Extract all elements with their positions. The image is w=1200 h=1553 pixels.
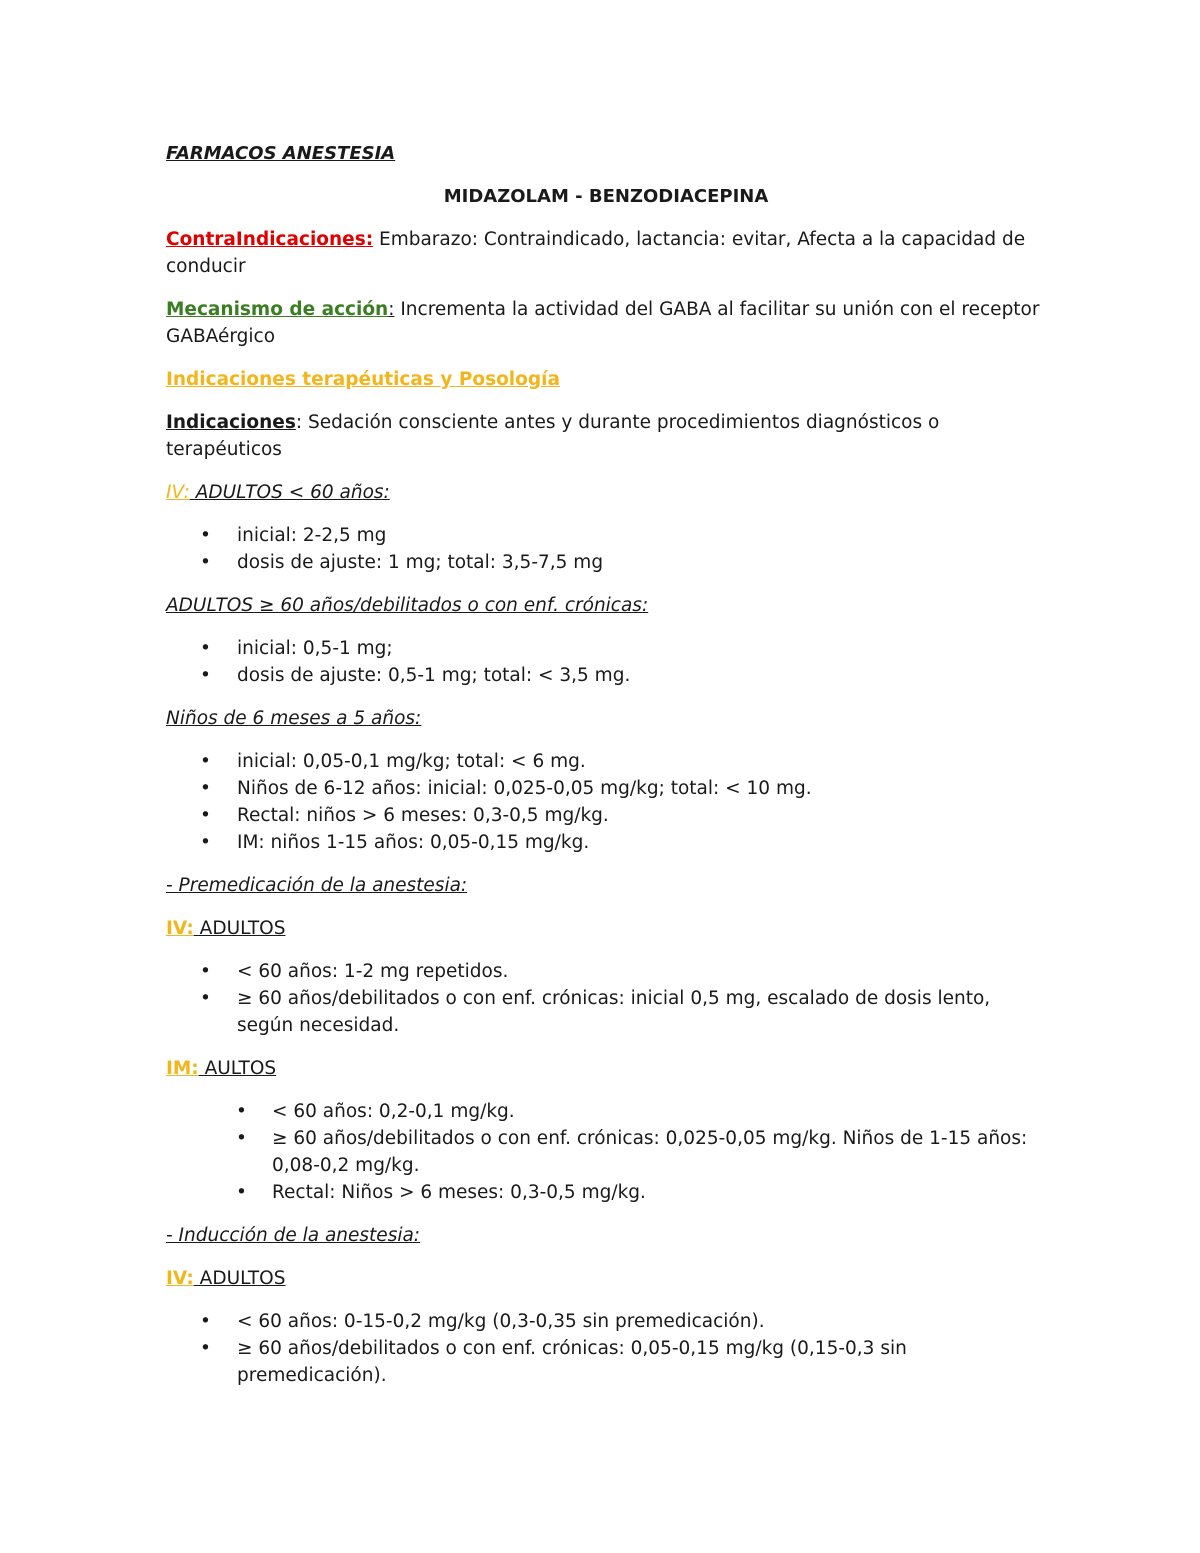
sedation-adults-lt60-heading: IV: ADULTOS < 60 años: xyxy=(166,482,390,503)
route-iv: IV: xyxy=(166,918,194,939)
induction-heading: - Inducción de la anestesia: xyxy=(166,1225,421,1246)
mechanism-text: Incrementa la actividad del GABA al facilitar su unión con el receptor GABAérgico xyxy=(166,299,1040,347)
list-item: • < 60 años: 0,2-0,1 mg/kg. xyxy=(166,1098,1046,1125)
indications-paragraph xyxy=(166,409,1046,463)
indications-label: Indicaciones xyxy=(166,412,296,433)
list-item: • dosis de ajuste: 0,5-1 mg; total: < 3,5 mg. xyxy=(166,662,1046,689)
contraindications-text: Embarazo: Contraindicado, lactancia: evitar, Afecta a la capacidad de conducir xyxy=(166,229,1026,277)
mechanism-paragraph xyxy=(166,296,1046,350)
route-im: IM: xyxy=(166,1058,199,1079)
premedication-im-list xyxy=(166,1098,1046,1206)
list-item: • ≥ 60 años/debilitados o con enf. crónicas: 0,025-0,05 mg/kg. Niños de 1-15 años: 0,08-0,2 mg/kg. xyxy=(166,1125,1046,1179)
list-item: • < 60 años: 0-15-0,2 mg/kg (0,3-0,35 sin premedicación). xyxy=(166,1308,1046,1335)
list-item: • inicial: 2-2,5 mg xyxy=(166,522,1046,549)
list-item: • dosis de ajuste: 1 mg; total: 3,5-7,5 mg xyxy=(166,549,1046,576)
list-item: • Niños de 6-12 años: inicial: 0,025-0,05 mg/kg; total: < 10 mg. xyxy=(166,775,1046,802)
list-item: • inicial: 0,5-1 mg; xyxy=(166,635,1046,662)
list-item: • ≥ 60 años/debilitados o con enf. crónicas: inicial 0,5 mg, escalado de dosis lento, según necesidad. xyxy=(166,985,1046,1039)
sedation-children-heading: Niños de 6 meses a 5 años: xyxy=(166,708,422,729)
list-item: • Rectal: Niños > 6 meses: 0,3-0,5 mg/kg. xyxy=(166,1179,1046,1206)
sedation-adults-lt60-list xyxy=(166,522,1046,576)
list-item: • Rectal: niños > 6 meses: 0,3-0,5 mg/kg. xyxy=(166,802,1046,829)
induction-iv-list xyxy=(166,1308,1046,1389)
document-page xyxy=(166,140,1046,1405)
mechanism-label: Mecanismo de acción xyxy=(166,299,389,320)
contraindications-label: ContraIndicaciones: xyxy=(166,229,374,250)
premedication-heading: - Premedicación de la anestesia: xyxy=(166,875,468,896)
document-title: FARMACOS ANESTESIA xyxy=(166,143,396,164)
premedication-iv-heading: IV: ADULTOS xyxy=(166,918,286,939)
premedication-iv-list xyxy=(166,958,1046,1039)
list-item: • < 60 años: 1-2 mg repetidos. xyxy=(166,958,1046,985)
list-item: • IM: niños 1-15 años: 0,05-0,15 mg/kg. xyxy=(166,829,1046,856)
route-iv: IV: xyxy=(166,482,190,503)
sedation-adults-ge60-list xyxy=(166,635,1046,689)
indications-heading: Indicaciones terapéuticas y Posología xyxy=(166,369,560,390)
list-item: • inicial: 0,05-0,1 mg/kg; total: < 6 mg. xyxy=(166,748,1046,775)
sedation-children-list xyxy=(166,748,1046,856)
route-iv: IV: xyxy=(166,1268,194,1289)
list-item: • ≥ 60 años/debilitados o con enf. crónicas: 0,05-0,15 mg/kg (0,15-0,3 sin premedicación). xyxy=(166,1335,1046,1389)
premedication-im-heading: IM: AULTOS xyxy=(166,1058,277,1079)
drug-heading: MIDAZOLAM - BENZODIACEPINA xyxy=(443,186,769,207)
contraindications-paragraph xyxy=(166,226,1046,280)
indications-text: : Sedación consciente antes y durante procedimientos diagnósticos o terapéuticos xyxy=(166,412,940,460)
sedation-adults-ge60-heading: ADULTOS ≥ 60 años/debilitados o con enf. crónicas: xyxy=(166,595,649,616)
induction-iv-heading: IV: ADULTOS xyxy=(166,1268,286,1289)
mechanism-colon: : xyxy=(388,299,395,320)
